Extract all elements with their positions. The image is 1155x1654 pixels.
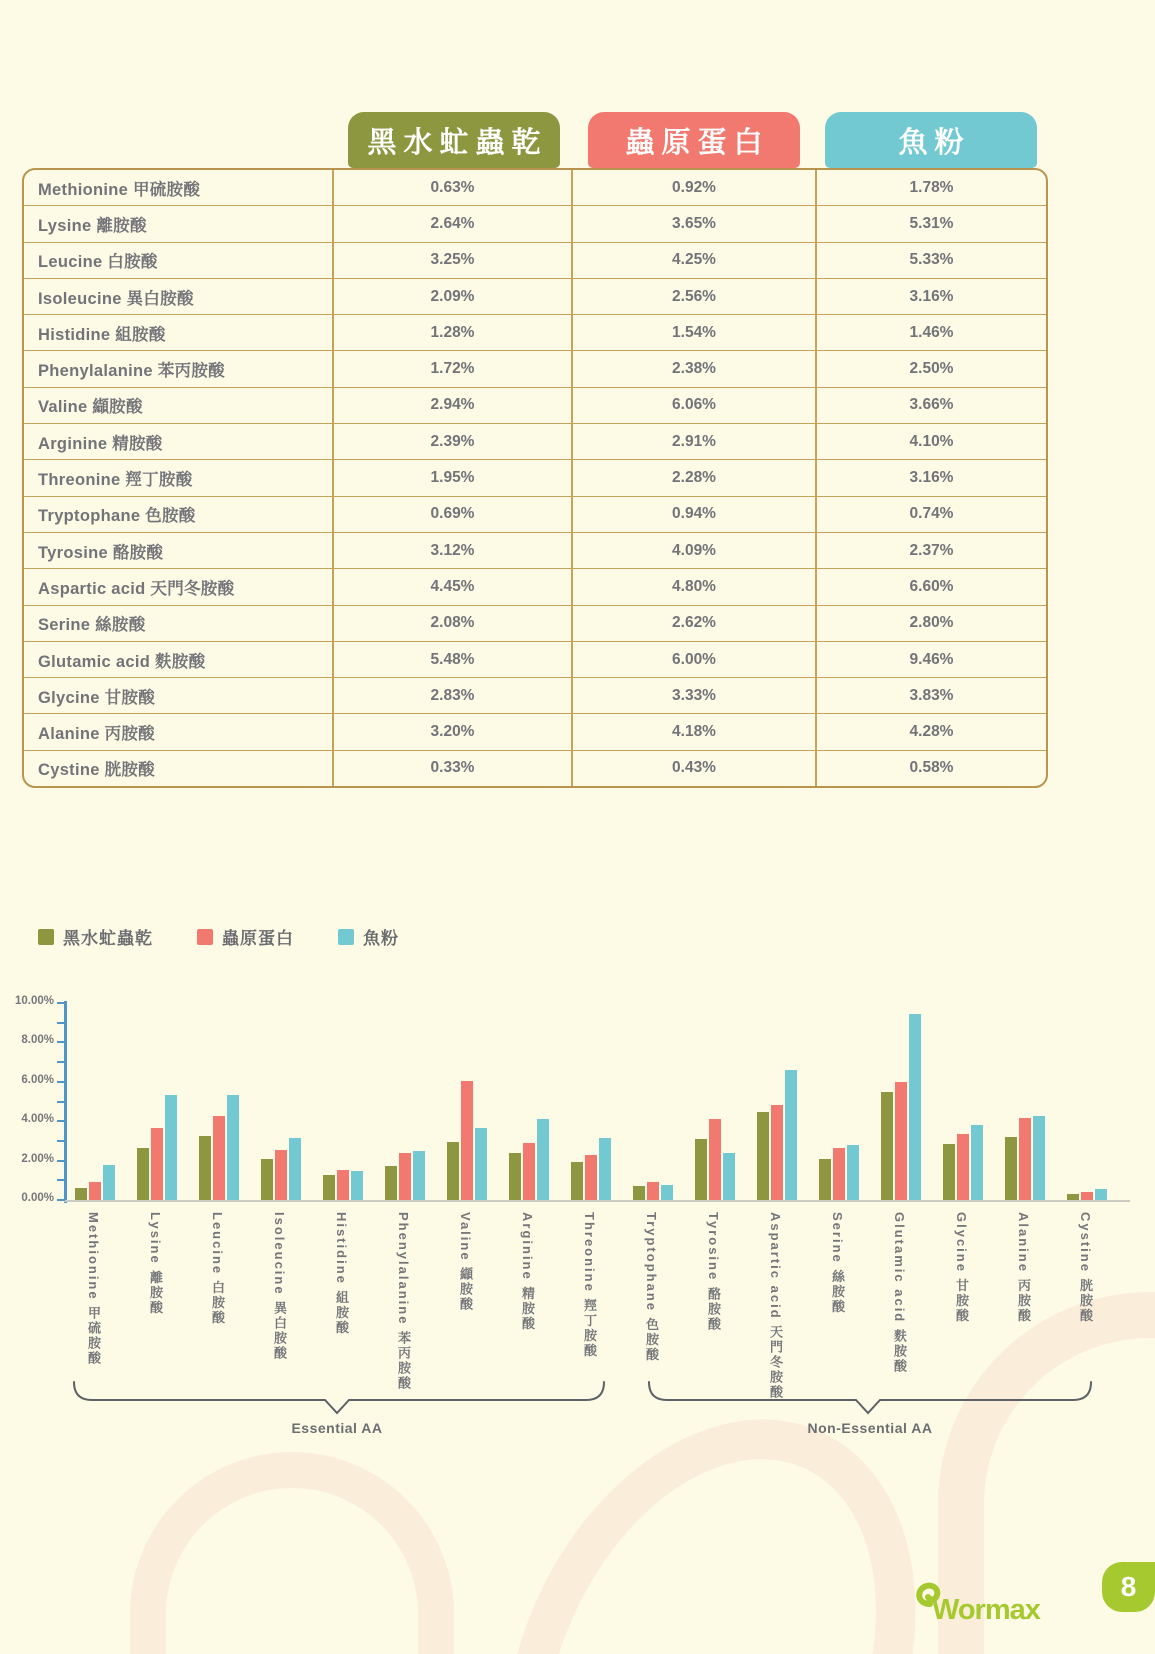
bar: [1005, 1137, 1017, 1200]
bar-group: [941, 1003, 985, 1200]
bar: [599, 1138, 611, 1200]
column-badge-black-soldier-fly: 黑水虻蟲乾: [348, 112, 560, 168]
wormax-logo: [908, 1578, 1048, 1628]
x-axis-label: Glycine 甘胺酸: [954, 1212, 969, 1324]
bar-group: [259, 1003, 303, 1200]
bar-group: [507, 1003, 551, 1200]
value-cell: 6.60%: [909, 577, 954, 595]
bar: [227, 1095, 239, 1200]
amino-acid-name: Isoleucine 異白胺酸: [24, 279, 334, 314]
table-row: [24, 642, 1046, 678]
value-cell: 5.31%: [909, 214, 954, 232]
amino-table-body: [24, 170, 1046, 786]
amino-acid-name: Valine 纈胺酸: [24, 388, 334, 423]
legend-label: 魚粉: [363, 929, 399, 948]
table-row: [24, 714, 1046, 750]
value-cell: 3.66%: [909, 396, 954, 414]
x-axis-label: Tryptophane 色胺酸: [644, 1212, 659, 1363]
bar: [695, 1139, 707, 1201]
column-badge-insect-protein: 蟲原蛋白: [588, 112, 800, 168]
y-axis-tick-label: 10.00%: [14, 995, 54, 1007]
value-cell: 2.91%: [573, 424, 817, 459]
bar: [571, 1162, 583, 1200]
page-number-badge: [1102, 1562, 1155, 1612]
essential-aa-label: Essential AA: [291, 1420, 383, 1436]
bar: [323, 1175, 335, 1200]
y-axis-tick-label: 8.00%: [21, 1034, 54, 1047]
amino-acid-name: Leucine 白胺酸: [24, 243, 334, 278]
bar: [523, 1143, 535, 1200]
x-axis-label: Isoleucine 異白胺酸: [272, 1212, 287, 1362]
y-axis-tick: [57, 1101, 65, 1103]
value-cell: 4.10%: [909, 432, 954, 450]
bar: [447, 1142, 459, 1200]
bar: [151, 1128, 163, 1200]
value-cell: 1.95%: [334, 460, 573, 495]
watermark-arch-left: [130, 1452, 454, 1654]
table-row: [24, 460, 1046, 496]
bar-group: [135, 1003, 179, 1200]
value-cell: 3.16%: [909, 469, 954, 487]
x-axis-label: Leucine 白胺酸: [210, 1212, 225, 1326]
value-cell: 3.25%: [334, 243, 573, 278]
bar-group: [321, 1003, 365, 1200]
value-cell: 9.46%: [909, 650, 954, 668]
bar: [1095, 1189, 1107, 1200]
bar: [337, 1170, 349, 1200]
value-cell: 5.48%: [334, 642, 573, 677]
value-cell: 2.08%: [334, 606, 573, 641]
bar: [461, 1081, 473, 1200]
bar: [661, 1185, 673, 1200]
bar: [413, 1151, 425, 1200]
value-cell: 4.28%: [909, 723, 954, 741]
bar: [647, 1182, 659, 1201]
bar-group: [383, 1003, 427, 1200]
table-row: [24, 170, 1046, 206]
x-axis-label: Lysine 離胺酸: [148, 1212, 163, 1316]
x-axis-label: Cystine 胱胺酸: [1078, 1212, 1093, 1324]
x-axis-label: Threonine 羥丁胺酸: [582, 1212, 597, 1359]
bar: [199, 1136, 211, 1200]
y-axis-tick: [57, 1041, 65, 1043]
table-row: [24, 533, 1046, 569]
bar: [475, 1128, 487, 1200]
bar: [957, 1134, 969, 1200]
value-cell: 0.33%: [334, 751, 573, 786]
value-cell: 2.28%: [573, 460, 817, 495]
y-axis-tick: [57, 1061, 65, 1063]
value-cell: 1.78%: [909, 178, 954, 196]
table-row: [24, 569, 1046, 605]
bar: [275, 1150, 287, 1200]
amino-acid-name: Histidine 組胺酸: [24, 315, 334, 350]
value-cell: 2.62%: [573, 606, 817, 641]
y-axis-tick: [57, 1160, 65, 1162]
y-axis-tick: [57, 1179, 65, 1181]
bar-group: [755, 1003, 799, 1200]
legend-swatch: [338, 929, 354, 945]
bar-group: [569, 1003, 613, 1200]
value-cell: 6.00%: [573, 642, 817, 677]
value-cell: 0.92%: [573, 170, 817, 205]
table-row: [24, 279, 1046, 315]
x-axis-label: Tyrosine 酪胺酸: [706, 1212, 721, 1332]
x-axis-label: Histidine 組胺酸: [334, 1212, 349, 1336]
bar-group: [631, 1003, 675, 1200]
bar: [75, 1188, 87, 1200]
bar-group: [445, 1003, 489, 1200]
bar-group: [693, 1003, 737, 1200]
x-axis-label: Aspartic acid 天門冬胺酸: [768, 1212, 783, 1401]
x-axis-label: Phenylalanine 苯丙胺酸: [396, 1212, 411, 1392]
amino-acid-name: Alanine 丙胺酸: [24, 714, 334, 749]
bar: [785, 1070, 797, 1200]
table-row: [24, 351, 1046, 387]
legend-swatch: [38, 929, 54, 945]
bar: [351, 1171, 363, 1200]
value-cell: 1.28%: [334, 315, 573, 350]
column-badge-fish-meal: 魚粉: [825, 112, 1037, 168]
value-cell: 3.16%: [909, 287, 954, 305]
bar: [833, 1148, 845, 1200]
value-cell: 1.46%: [909, 323, 954, 341]
bar: [1081, 1192, 1093, 1201]
value-cell: 4.80%: [573, 569, 817, 604]
value-cell: 1.54%: [573, 315, 817, 350]
bar-group: [1003, 1003, 1047, 1200]
legend-label: 黑水虻蟲乾: [63, 929, 153, 948]
value-cell: 3.65%: [573, 206, 817, 241]
bar: [771, 1105, 783, 1200]
amino-acid-name: Arginine 精胺酸: [24, 424, 334, 459]
y-axis-tick: [57, 1081, 65, 1083]
value-cell: 2.37%: [909, 541, 954, 559]
bar: [847, 1145, 859, 1200]
value-cell: 2.09%: [334, 279, 573, 314]
table-row: [24, 606, 1046, 642]
value-cell: 3.12%: [334, 533, 573, 568]
value-cell: 0.63%: [334, 170, 573, 205]
y-axis-tick: [57, 1002, 65, 1004]
value-cell: 2.94%: [334, 388, 573, 423]
bar: [909, 1014, 921, 1200]
value-cell: 2.39%: [334, 424, 573, 459]
value-cell: 2.38%: [573, 351, 817, 386]
bar: [895, 1082, 907, 1200]
amino-acid-name: Phenylalanine 苯丙胺酸: [24, 351, 334, 386]
amino-acid-name: Tryptophane 色胺酸: [24, 497, 334, 532]
amino-acid-name: Glycine 甘胺酸: [24, 678, 334, 713]
bar-group: [817, 1003, 861, 1200]
y-axis-tick: [57, 1199, 65, 1201]
bar-group: [197, 1003, 241, 1200]
bar: [757, 1112, 769, 1200]
x-axis-label: Alanine 丙胺酸: [1016, 1212, 1031, 1324]
y-axis-tick-label: 2.00%: [21, 1152, 54, 1165]
bar: [103, 1165, 115, 1200]
table-row: [24, 424, 1046, 460]
legend-item: [197, 924, 294, 949]
bar: [709, 1119, 721, 1200]
bar: [723, 1153, 735, 1200]
non-essential-aa-brace: [648, 1380, 1092, 1418]
bar: [213, 1116, 225, 1200]
amino-acid-name: Aspartic acid 天門冬胺酸: [24, 569, 334, 604]
value-cell: 4.45%: [334, 569, 573, 604]
value-cell: 0.58%: [909, 759, 954, 777]
x-axis-label: Glutamic acid 麩胺酸: [892, 1212, 907, 1374]
bar: [585, 1155, 597, 1200]
y-axis-tick: [57, 1022, 65, 1024]
value-cell: 4.18%: [573, 714, 817, 749]
bar: [537, 1119, 549, 1200]
value-cell: 0.94%: [573, 497, 817, 532]
bar-group: [879, 1003, 923, 1200]
amino-acid-name: Glutamic acid 麩胺酸: [24, 642, 334, 677]
amino-acid-name: Methionine 甲硫胺酸: [24, 170, 334, 205]
bar: [1033, 1116, 1045, 1200]
wormax-logo-text: Wormax: [932, 1594, 1040, 1626]
amino-acid-name: Serine 絲胺酸: [24, 606, 334, 641]
value-cell: 2.80%: [909, 614, 954, 632]
x-axis-label: Valine 纈胺酸: [458, 1212, 473, 1313]
bar: [165, 1095, 177, 1200]
bar: [633, 1186, 645, 1200]
bar: [971, 1125, 983, 1201]
x-axis-baseline: [64, 1200, 1130, 1202]
bar-group: [73, 1003, 117, 1200]
table-row: [24, 388, 1046, 424]
bar: [385, 1166, 397, 1200]
value-cell: 0.43%: [573, 751, 817, 786]
value-cell: 2.64%: [334, 206, 573, 241]
value-cell: 4.25%: [573, 243, 817, 278]
legend-item: [38, 924, 153, 949]
bar: [943, 1144, 955, 1200]
bar: [1019, 1118, 1031, 1200]
value-cell: 2.50%: [909, 360, 954, 378]
value-cell: 5.33%: [909, 251, 954, 269]
bar: [509, 1153, 521, 1200]
essential-aa-brace: [73, 1380, 605, 1418]
x-axis-label: Arginine 精胺酸: [520, 1212, 535, 1332]
amino-acid-name: Threonine 羥丁胺酸: [24, 460, 334, 495]
table-row: [24, 206, 1046, 242]
value-cell: 4.09%: [573, 533, 817, 568]
amino-acid-table: [22, 168, 1048, 788]
x-axis-label: Serine 絲胺酸: [830, 1212, 845, 1315]
legend-item: [338, 924, 399, 949]
bar: [261, 1159, 273, 1200]
amino-acid-name: Tyrosine 酪胺酸: [24, 533, 334, 568]
bar: [819, 1159, 831, 1200]
page-number: 8: [1120, 1571, 1137, 1602]
y-axis-tick-label: 6.00%: [21, 1073, 54, 1086]
amino-acid-name: Lysine 離胺酸: [24, 206, 334, 241]
value-cell: 3.20%: [334, 714, 573, 749]
table-row: [24, 678, 1046, 714]
amino-acid-name: Cystine 胱胺酸: [24, 751, 334, 786]
non-essential-aa-label: Non-Essential AA: [807, 1420, 933, 1436]
value-cell: 3.33%: [573, 678, 817, 713]
bar: [137, 1148, 149, 1200]
table-row: [24, 497, 1046, 533]
table-row: [24, 751, 1046, 786]
y-axis-tick-label: 4.00%: [21, 1113, 54, 1126]
y-axis-tick: [57, 1140, 65, 1142]
value-cell: 0.69%: [334, 497, 573, 532]
bar: [1067, 1194, 1079, 1201]
value-cell: 0.74%: [909, 505, 954, 523]
y-axis-tick-label: 0.00%: [21, 1192, 54, 1204]
legend-label: 蟲原蛋白: [222, 929, 294, 948]
x-axis-label: Methionine 甲硫胺酸: [86, 1212, 101, 1367]
chart-legend: [38, 924, 399, 949]
y-axis-tick: [57, 1120, 65, 1122]
legend-swatch: [197, 929, 213, 945]
table-row: [24, 315, 1046, 351]
bar: [89, 1182, 101, 1200]
bar: [881, 1092, 893, 1200]
table-row: [24, 243, 1046, 279]
value-cell: 3.83%: [909, 686, 954, 704]
value-cell: 2.56%: [573, 279, 817, 314]
bar-group: [1065, 1003, 1109, 1200]
value-cell: 6.06%: [573, 388, 817, 423]
bar: [289, 1138, 301, 1200]
bar: [399, 1153, 411, 1200]
value-cell: 1.72%: [334, 351, 573, 386]
value-cell: 2.83%: [334, 678, 573, 713]
